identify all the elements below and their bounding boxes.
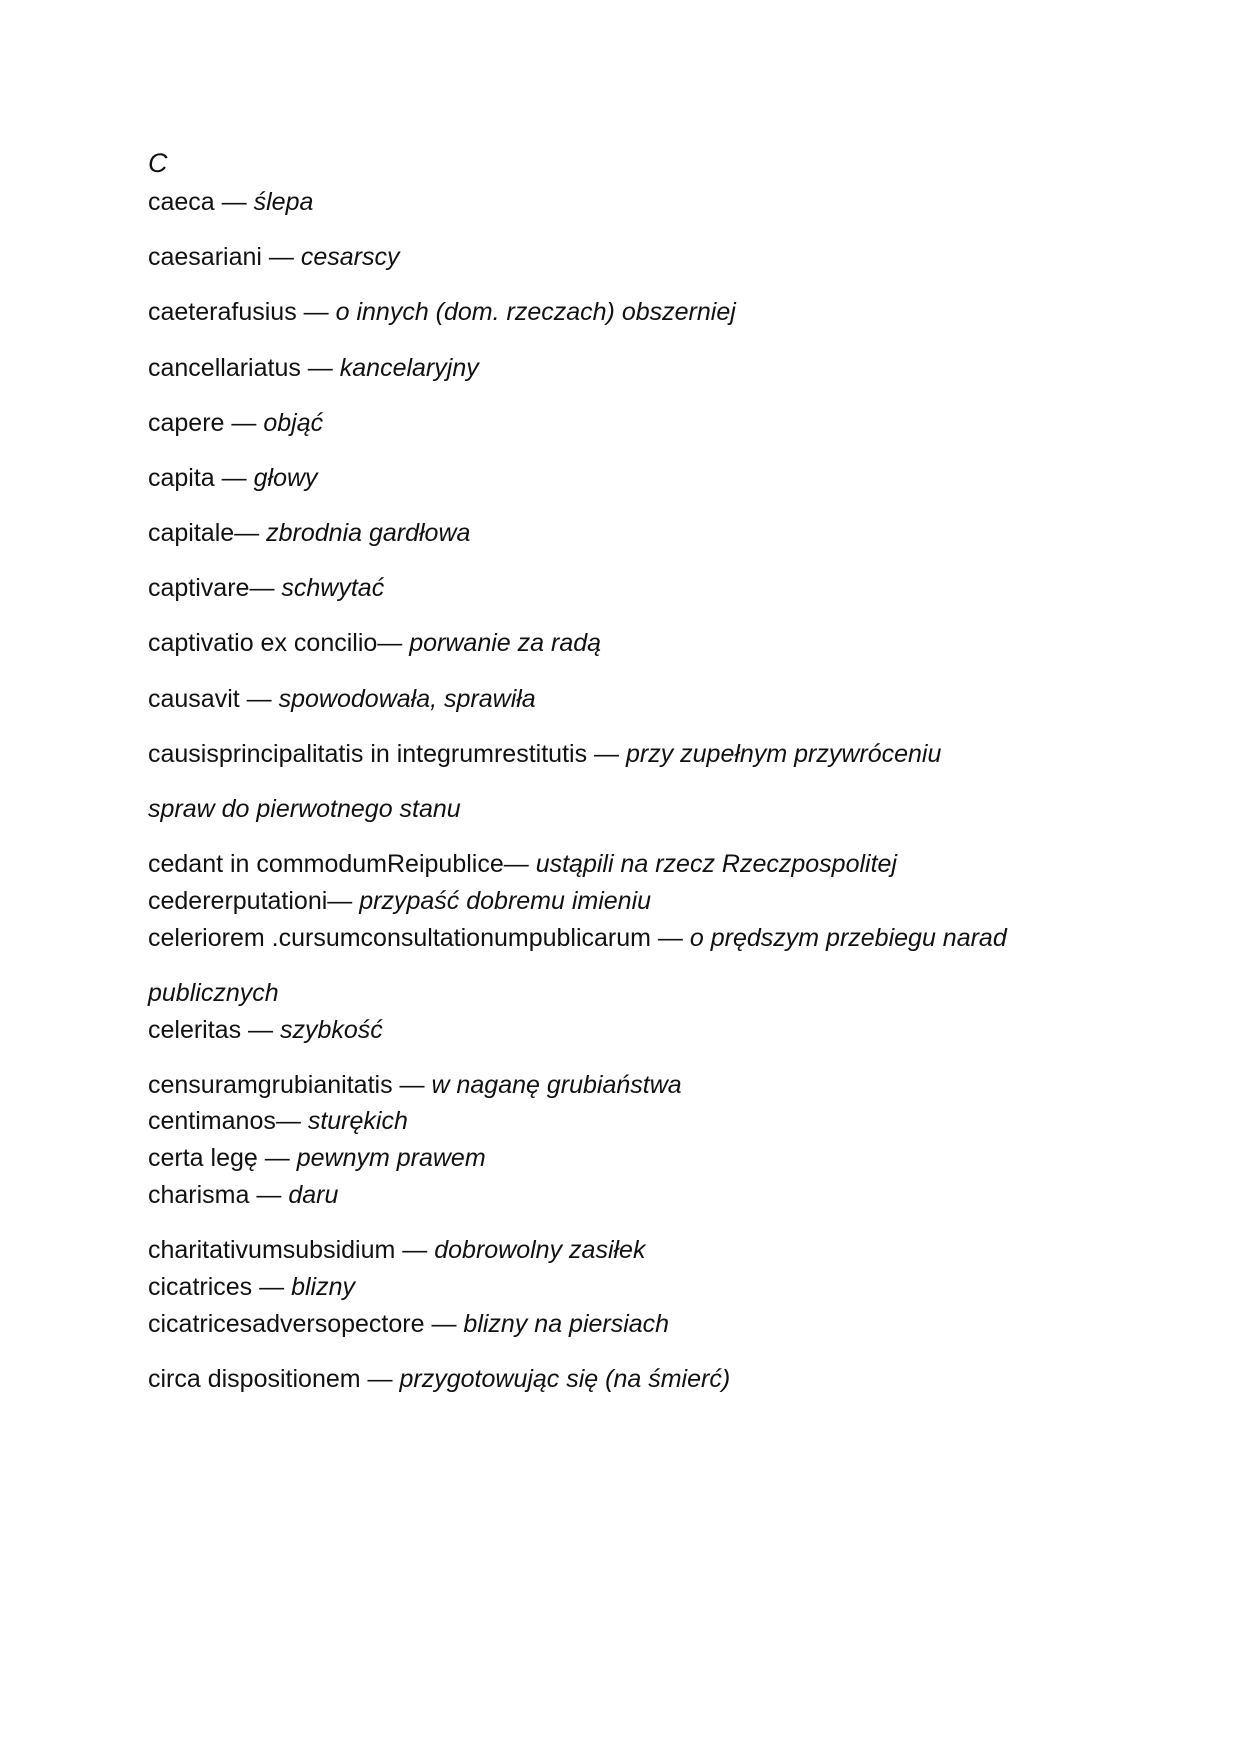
polish-translation: kancelaryjny [339, 354, 479, 382]
latin-term: cicatricesadversopectore [148, 1310, 425, 1338]
dash-separator: — [503, 850, 536, 878]
latin-term: caeterafusius [148, 298, 297, 326]
dash-separator: — [249, 574, 282, 602]
dash-separator: — [239, 685, 279, 713]
latin-term: cedererputationi [148, 887, 328, 915]
dictionary-entry [148, 1271, 355, 1303]
polish-translation: przygotowując się (na śmierć) [399, 1365, 731, 1393]
polish-translation: głowy [253, 464, 318, 492]
dash-separator: — [214, 188, 254, 216]
dictionary-entry [148, 683, 536, 715]
latin-term: captivatio ex concilio [148, 629, 378, 657]
latin-term: celeriorem .cursumconsultationumpublicarum [148, 924, 651, 952]
dash-separator: — [224, 409, 264, 437]
dictionary-entry [148, 186, 313, 218]
dash-separator: — [214, 464, 254, 492]
dash-separator: — [327, 887, 360, 915]
latin-term: cedant in commodumReipublice [148, 850, 504, 878]
polish-translation: porwanie za radą [409, 629, 602, 657]
latin-term: charitativumsubsidium [148, 1236, 396, 1264]
polish-translation: szybkość [280, 1016, 383, 1044]
dictionary-entry [148, 1014, 383, 1046]
dash-separator: — [234, 519, 267, 547]
polish-translation: spraw do pierwotnego stanu [148, 795, 461, 823]
polish-translation: daru [288, 1181, 339, 1209]
dash-separator: — [377, 629, 410, 657]
dash-separator: — [252, 1273, 292, 1301]
dash-separator: — [395, 1236, 435, 1264]
latin-term: causavit [148, 685, 240, 713]
dash-separator: — [300, 354, 340, 382]
dictionary-entry [148, 848, 897, 880]
polish-translation: pewnym prawem [296, 1144, 486, 1172]
dash-separator: — [261, 243, 301, 271]
polish-translation: dobrowolny zasiłek [434, 1236, 646, 1264]
polish-translation: o prędszym przebiegu narad [689, 924, 1007, 952]
dictionary-entry [148, 517, 470, 549]
section-letter-heading: C [148, 148, 168, 178]
dictionary-entry [148, 407, 323, 439]
polish-translation: w naganę grubiaństwa [431, 1071, 682, 1099]
dash-separator: — [424, 1310, 464, 1338]
latin-term: celeritas [148, 1016, 242, 1044]
latin-term: causisprincipalitatis in integrumrestitutis [148, 740, 588, 768]
dictionary-entry [148, 1308, 669, 1340]
dictionary-entry [148, 296, 736, 328]
dash-separator: — [257, 1144, 297, 1172]
dash-separator: — [241, 1016, 280, 1044]
dash-separator: — [296, 298, 336, 326]
polish-translation: przy zupełnym przywróceniu [625, 740, 942, 768]
polish-translation: blizny na piersiach [463, 1310, 670, 1338]
dash-separator: — [275, 1107, 308, 1135]
dictionary-entry [148, 462, 318, 494]
latin-term: cicatrices [148, 1273, 253, 1301]
dash-separator: — [587, 740, 626, 768]
dash-separator: — [249, 1181, 289, 1209]
dictionary-entry [148, 922, 1007, 954]
dictionary-entry [148, 1179, 338, 1211]
polish-translation: schwytać [281, 574, 385, 602]
polish-translation: sturękich [307, 1107, 408, 1135]
latin-term: capere [148, 409, 225, 437]
dictionary-entry [148, 1105, 408, 1137]
polish-translation: publicznych [148, 979, 279, 1007]
polish-translation: spowodowała, sprawiła [278, 685, 536, 713]
latin-term: caesariani [148, 243, 262, 271]
dictionary-entry [148, 572, 384, 604]
latin-term: capitale [148, 519, 235, 547]
polish-translation: blizny [291, 1273, 356, 1301]
dictionary-entry [148, 1234, 645, 1266]
dictionary-entry-continuation [148, 793, 461, 825]
latin-term: caeca [148, 188, 215, 216]
dictionary-entry [148, 885, 651, 917]
dictionary-entry [148, 241, 400, 273]
polish-translation: ustąpili na rzecz Rzeczpospolitej [535, 850, 897, 878]
dictionary-entry [148, 352, 479, 384]
dictionary-entry [148, 1363, 730, 1395]
dash-separator: — [360, 1365, 400, 1393]
polish-translation: ślepa [253, 188, 314, 216]
latin-term: captivare [148, 574, 250, 602]
latin-term: centimanos [148, 1107, 276, 1135]
dictionary-entry [148, 738, 941, 770]
polish-translation: o innych (dom. rzeczach) obszerniej [335, 298, 736, 326]
polish-translation: przypaść dobremu imieniu [359, 887, 652, 915]
latin-term: charisma [148, 1181, 250, 1209]
latin-term: capita [148, 464, 215, 492]
polish-translation: cesarscy [300, 243, 400, 271]
dash-separator: — [650, 924, 690, 952]
polish-translation: objąć [263, 409, 324, 437]
latin-term: certa legę [148, 1144, 258, 1172]
dictionary-entry-continuation [148, 977, 279, 1009]
latin-term: circa dispositionem [148, 1365, 361, 1393]
polish-translation: zbrodnia gardłowa [266, 519, 471, 547]
dictionary-entry [148, 1142, 486, 1174]
latin-term: censuramgrubianitatis [148, 1071, 393, 1099]
latin-term: cancellariatus [148, 354, 301, 382]
dash-separator: — [392, 1071, 432, 1099]
dictionary-entry [148, 627, 601, 659]
dictionary-entry [148, 1069, 682, 1101]
